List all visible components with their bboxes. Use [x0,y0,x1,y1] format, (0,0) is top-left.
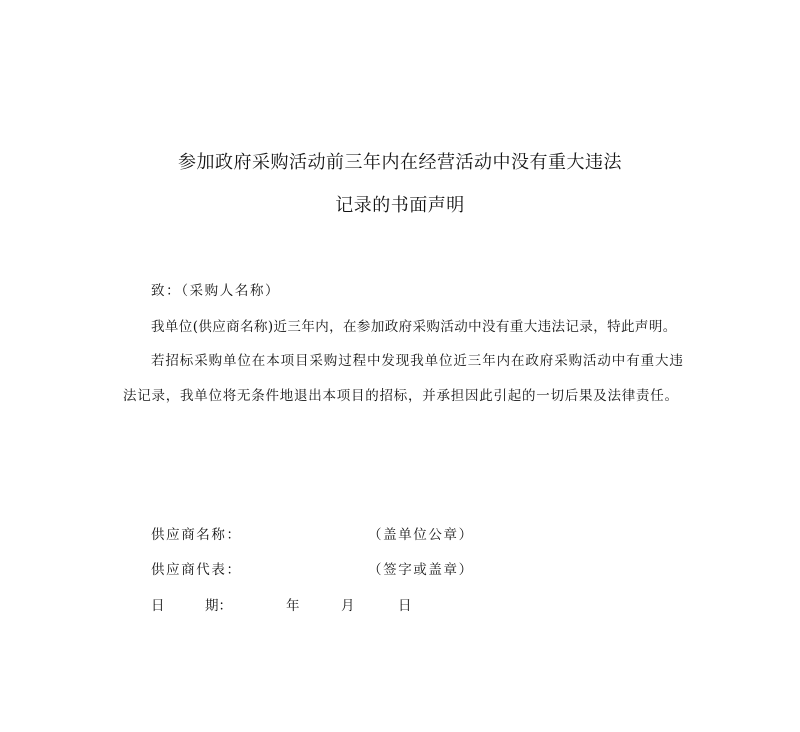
paragraph-2-line-1: 若招标采购单位在本项目采购过程中发现我单位近三年内在政府采购活动中有重大违 [151,353,684,369]
date-day: 日 [398,598,412,614]
representative-sign-note: （签字或盖章） [368,562,474,578]
date-year: 年 [286,598,300,614]
title-line-1: 参加政府采购活动前三年内在经营活动中没有重大违法 [178,152,622,173]
supplier-seal-note: （盖单位公章） [368,527,474,543]
date-month: 月 [341,598,355,614]
paragraph-2-line-2: 法记录，我单位将无条件地退出本项目的招标，并承担因此引起的一切后果及法律责任。 [123,388,679,404]
date-label-period: 期： [205,598,232,614]
paragraph-1: 我单位(供应商名称)近三年内，在参加政府采购活动中没有重大违法记录，特此声明。 [151,319,677,335]
title-line-2: 记录的书面声明 [335,195,465,216]
supplier-name-label: 供应商名称： [151,527,242,543]
date-label-day-char: 日 [151,598,165,614]
salutation: 致：（采购人名称） [151,283,281,299]
representative-label: 供应商代表： [151,562,242,578]
